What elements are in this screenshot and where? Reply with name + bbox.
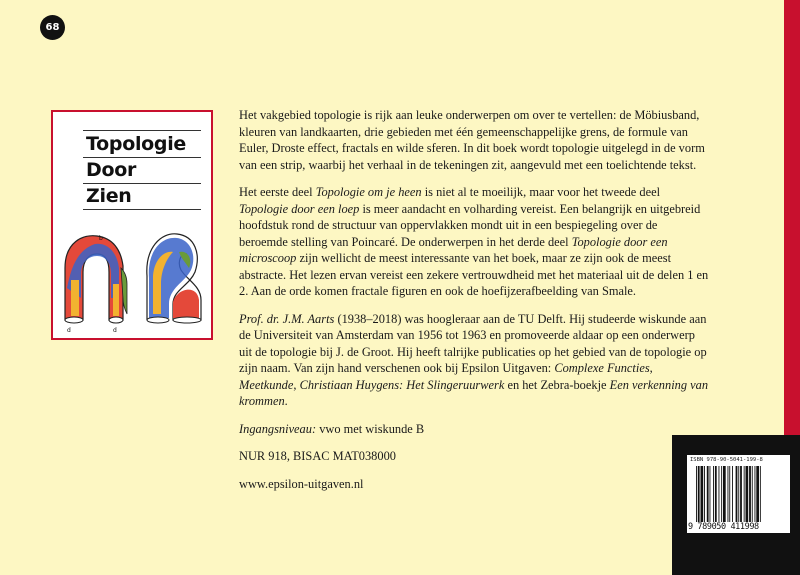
barcode-bar [715, 466, 717, 522]
related-book-title: Een verkenning van krommen [239, 377, 709, 408]
author-paragraph [239, 311, 709, 410]
book-part-title: Topologie om je heen [315, 185, 422, 199]
text-run: en het Zebra-boekje [504, 377, 610, 392]
svg-text:d: d [113, 327, 117, 334]
text-run: . [284, 394, 288, 408]
cover-title-line-2: Door [86, 159, 137, 181]
svg-text:b: b [99, 235, 103, 242]
book-part-title: Topologie door een loep [239, 201, 360, 216]
page-number-badge: 68 [40, 15, 65, 40]
barcode-bar [728, 466, 729, 522]
cover-title-line-3: Zien [86, 185, 132, 207]
svg-text:d: d [67, 327, 71, 334]
barcode-bar [704, 466, 705, 522]
book-part-title: Topologie door een microscoop [239, 234, 668, 265]
intro-paragraph: Het vakgebied topologie is rijk aan leuke onderwerpen om over te vertellen: de Möbiusband, kleuren van landkaarten, drie gebieden met één gemeenschappelijke grens, de formule van Euler, Droste effect, fractals en wilde sferen. In dit boek wordt topologie uitgelegd in de vorm van een strip, waarbij het verhaal in de tekeningen zit, aangevuld met een toelichtende tekst. [239, 108, 705, 172]
barcode-bar [719, 466, 720, 522]
classification-codes: NUR 918, BISAC MAT038000 [239, 449, 396, 463]
barcode-bar [752, 466, 753, 522]
cover-rule [83, 183, 201, 184]
barcode-bar [698, 466, 700, 522]
cover-rule [83, 130, 201, 131]
barcode-bar [696, 466, 697, 522]
barcode-bar [736, 466, 738, 522]
book-cover-thumbnail [51, 110, 213, 340]
barcode-label [687, 455, 790, 533]
barcode-bar [701, 466, 704, 522]
level-value: vwo met wiskunde B [316, 421, 425, 436]
barcode-bar [740, 466, 742, 522]
author-name: Prof. dr. J.M. Aarts [239, 311, 335, 326]
barcode-bar [746, 466, 749, 522]
barcode-bar [710, 466, 711, 522]
arch-surface-illustration [65, 235, 127, 334]
text-run: (1938–2018) was hoogleraar aan de TU Delft. Hij studeerde wiskunde aan de Universiteit van Amsterdam van 1956 tot 1963 en promoveerde aldaar op een onderwerp uit de topologie bij J. de Groot. Hij heeft talrijke publicaties op het gebied van de topologie op zijn naam. Van zijn hand verschenen ook bij Epsilon Uitgaven: [239, 311, 707, 375]
website-url: www.epsilon-uitgaven.nl [239, 476, 364, 491]
barcode-bars [696, 466, 784, 522]
text-run: is meer aandacht en volharding vereist. Een belangrijk en uitgebreid hoofdstuk rond de structuur van oppervlakken mondt uit in een bespiegeling over de beroemde stelling van Poincaré. De onderwerpen in het derde deel [239, 201, 701, 249]
barcode-bar [744, 466, 745, 522]
level-line [239, 421, 709, 438]
barcode-bar [729, 466, 730, 522]
text-run: , [293, 377, 300, 392]
barcode-bar [707, 466, 709, 522]
cover-rule [83, 209, 201, 210]
barcode-number: 9 789050 411998 [688, 522, 759, 532]
back-cover-text [239, 107, 709, 503]
barcode-bar [749, 466, 751, 522]
cover-title-line-1: Topologie [86, 133, 187, 155]
parts-paragraph [239, 184, 709, 300]
barcode-panel [672, 435, 800, 575]
barcode-bar [756, 466, 759, 522]
related-book-title: Complexe Functies [554, 361, 650, 375]
related-book-title: Christiaan Huygens: Het Slingeruurwerk [299, 377, 505, 392]
related-book-title: Meetkunde [239, 377, 294, 392]
level-label: Ingangsniveau: [239, 421, 317, 436]
barcode-bar [713, 466, 714, 522]
twisted-surface-illustration [147, 234, 201, 323]
barcode-bar [760, 466, 761, 522]
barcode-bar [721, 466, 722, 522]
isbn-text: ISBN 978-90-5041-199-8 [690, 457, 763, 463]
barcode-bar [732, 466, 733, 522]
text-run: is niet al te moeilijk, maar voor het tweede deel [421, 185, 661, 199]
barcode-bar [738, 466, 739, 522]
text-run: zijn wellicht de meest interessante van het boek, maar ze zijn ook de meest abstracte. Het lezen ervan vereist een zekere vertrouwdheid met het materiaal uit de delen 1 en 2. Aan de orde komen fractale figuren en ook de hoefijzerafbeelding van Smale. [239, 251, 709, 298]
barcode-bar [723, 466, 726, 522]
cover-rule [83, 157, 201, 158]
barcode-bar [755, 466, 756, 522]
text-run: Het eerste deel [239, 185, 316, 199]
topology-drawing [61, 228, 209, 336]
text-run: , [649, 361, 653, 375]
